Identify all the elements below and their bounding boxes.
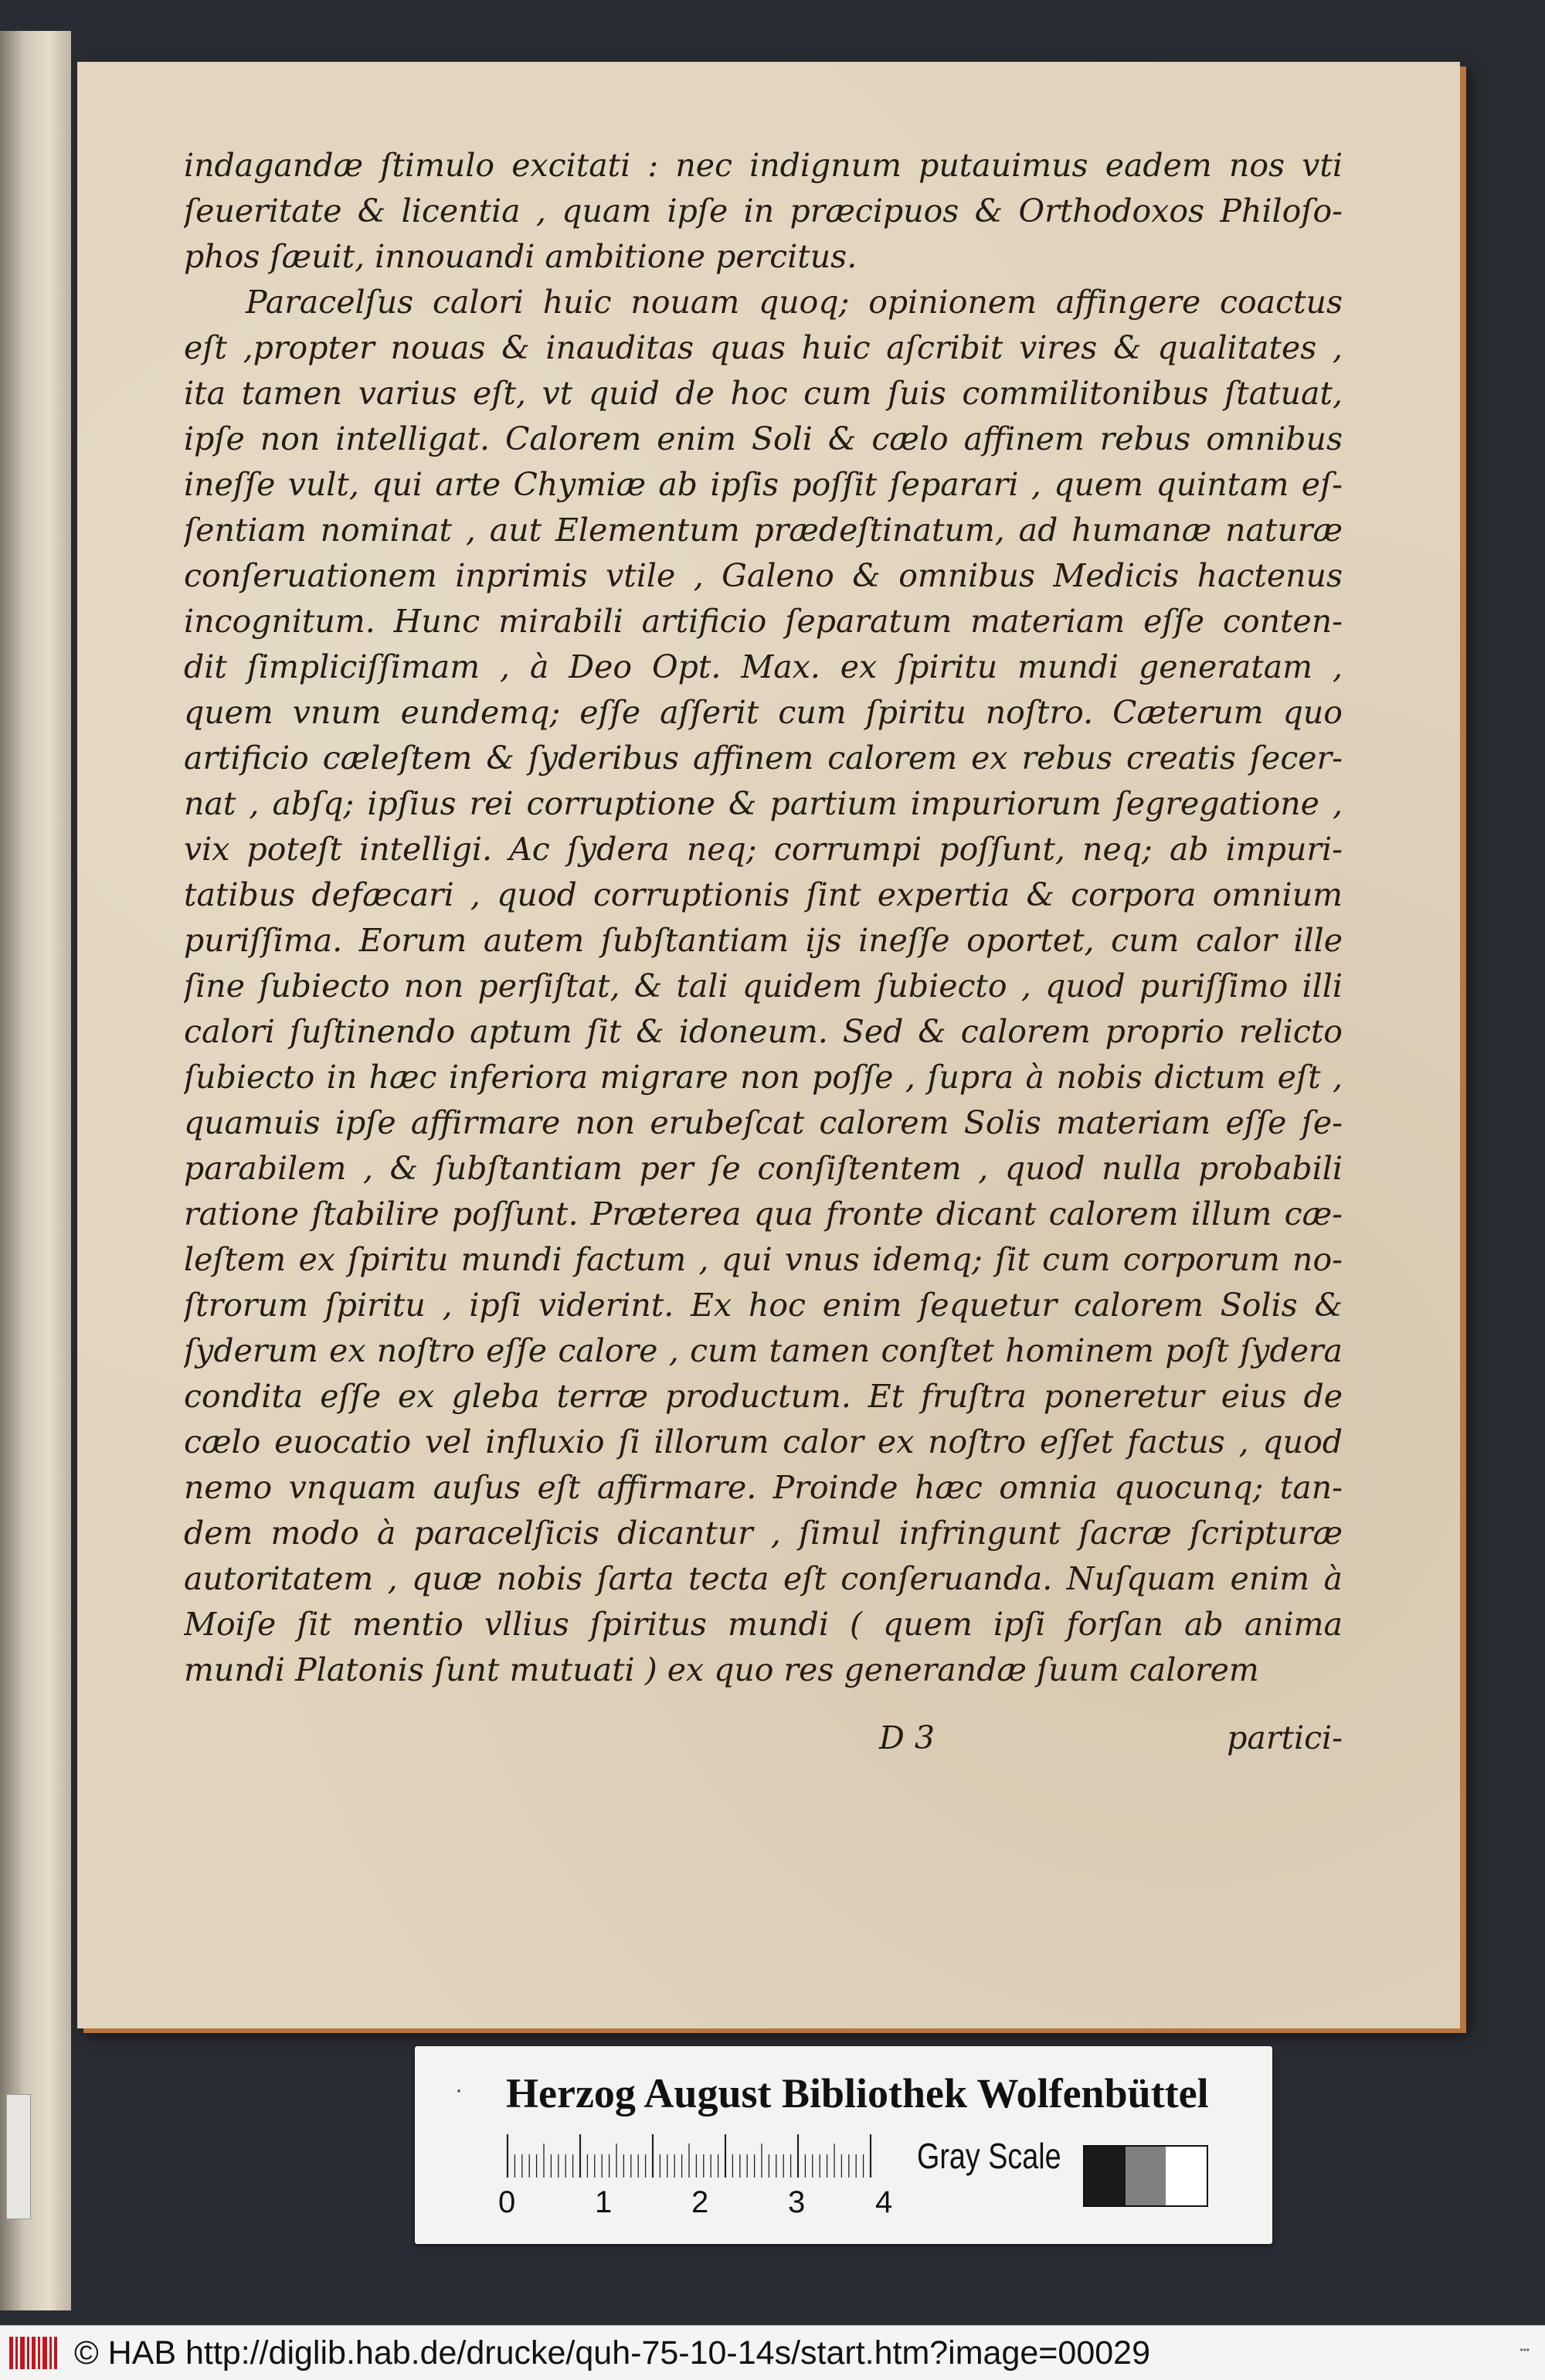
library-name: Herzog August Bibliothek Wolfenbüttel bbox=[506, 2070, 1209, 2116]
text-line: Paracelſus calori huic nouam quoq; opinionem affingere coactus bbox=[246, 284, 1343, 321]
text-line: quem vnum eundemq; eſſe aſſerit cum ſpiritu noſtro. Cæterum quo bbox=[184, 694, 1343, 731]
ruler-number-0: 0 bbox=[498, 2185, 516, 2219]
text-line: Moiſe ſit mentio vllius ſpiritus mundi ( quem ipſi forſan ab anima bbox=[184, 1606, 1343, 1643]
text-line: vix poteſt intelligi. Ac ſydera neq; corrumpi poſſunt, neq; ab impuri- bbox=[184, 831, 1343, 868]
signature-mark: D 3 bbox=[879, 1719, 935, 1756]
text-line: autoritatem , quæ nobis ſarta tecta eſt conſeruanda. Nuſquam enim à bbox=[184, 1560, 1343, 1597]
text-line: phos ſæuit, innouandi ambitione percitus. bbox=[184, 238, 857, 275]
card-dot: · bbox=[455, 2077, 463, 2103]
text-line: ratione ſtabilire poſſunt. Præterea qua fronte dicant calorem illum cæ- bbox=[184, 1195, 1343, 1232]
catchword: partici- bbox=[1227, 1719, 1343, 1756]
text-line: conſeruationem inprimis vtile , Galeno & omnibus Medicis hactenus bbox=[184, 557, 1343, 594]
text-line: dit ſimpliciſſimam , à Deo Opt. Max. ex ſpiritu mundi generatam , bbox=[184, 648, 1343, 685]
text-line: nemo vnquam auſus eſt affirmare. Proinde hæc omnia quocunq; tan- bbox=[184, 1469, 1343, 1506]
text-line: ſubiecto in hæc inferiora migrare non poſſe , ſupra à nobis dictum eſt , bbox=[184, 1059, 1343, 1096]
text-line: ita tamen varius eſt, vt quid de hoc cum ſuis commilitonibus ſtatuat, bbox=[184, 375, 1343, 412]
text-line: ſentiam nominat , aut Elementum prædeſtinatum, ad humanæ naturæ bbox=[184, 512, 1343, 549]
text-line: cælo euocatio vel influxio ſi illorum calor ex noſtro eſſet factus , quod bbox=[184, 1423, 1343, 1460]
text-line: calori ſuſtinendo aptum ſit & idoneum. Sed & calorem proprio relicto bbox=[184, 1013, 1343, 1050]
page-footer bbox=[184, 1719, 1343, 1766]
left-page-tab bbox=[6, 2094, 31, 2219]
text-line: quamuis ipſe affirmare non erubeſcat calorem Solis materiam eſſe ſe- bbox=[184, 1104, 1343, 1141]
text-line: condita eſſe ex gleba terræ productum. Et fruſtra poneretur eius de bbox=[184, 1378, 1343, 1415]
text-line: ineſſe vult, qui arte Chymiæ ab ipſis poſſit ſeparari , quem quintam eſ- bbox=[184, 466, 1343, 503]
gray-scale-swatches bbox=[1083, 2145, 1208, 2207]
text-line: ipſe non intelligat. Calorem enim Soli & cælo affinem rebus omnibus bbox=[184, 420, 1343, 457]
book-page bbox=[77, 62, 1460, 2028]
text-line: dem modo à paracelſicis dicantur , ſimul infringunt ſacræ ſcripturæ bbox=[184, 1515, 1343, 1552]
gray-scale-label: Gray Scale bbox=[917, 2136, 1061, 2176]
ruler-number-1: 1 bbox=[595, 2185, 613, 2219]
text-line: artificio cæleſtem & ſyderibus affinem calorem ex rebus creatis ſecer- bbox=[184, 740, 1343, 777]
left-page-edge bbox=[0, 31, 71, 2310]
text-line: ſeueritate & licentia , quam ipſe in præcipuos & Orthodoxos Philoſo- bbox=[184, 192, 1343, 230]
text-line: eſt ,propter nouas & inauditas quas huic aſcribit vires & qualitates , bbox=[184, 329, 1343, 366]
text-line: ſtrorum ſpiritu , ipſi viderint. Ex hoc enim ſequetur calorem Solis & bbox=[184, 1287, 1343, 1324]
text-line: indagandæ ſtimulo excitati : nec indignum putauimus eadem nos vti bbox=[184, 147, 1343, 184]
text-line: leſtem ex ſpiritu mundi factum , qui vnus idemq; ſit cum corporum no- bbox=[184, 1241, 1343, 1278]
status-url-text: © HAB http://diglib.hab.de/drucke/quh-75-10-14s/start.htm?image=00029 bbox=[74, 2334, 1150, 2372]
text-line: ſyderum ex noſtro eſſe calore , cum tamen conſtet hominem poſt ſydera bbox=[184, 1332, 1343, 1369]
ruler-number-4: 4 bbox=[875, 2185, 893, 2219]
barcode-icon bbox=[6, 2332, 60, 2374]
text-line: mundi Platonis ſunt mutuati ) ex quo res generandæ ſuum calorem bbox=[184, 1651, 1259, 1688]
gray-swatch-mid bbox=[1126, 2147, 1166, 2205]
color-calibration-card bbox=[415, 2046, 1272, 2244]
text-line: nat , abſq; ipſius rei corruptione & partium impuriorum ſegregatione , bbox=[184, 785, 1343, 822]
text-line: incognitum. Hunc mirabili artificio ſeparatum materiam eſſe conten- bbox=[184, 603, 1343, 640]
text-line: tatibus defæcari , quod corruptionis ſint expertia & corpora omnium bbox=[184, 876, 1343, 913]
gray-swatch-dark bbox=[1085, 2147, 1126, 2205]
ruler-number-3: 3 bbox=[788, 2185, 806, 2219]
ruler-number-2: 2 bbox=[691, 2185, 709, 2219]
status-dots: ••• bbox=[1520, 2344, 1530, 2355]
text-line: parabilem , & ſubſtantiam per ſe conſiſtentem , quod nulla probabili bbox=[184, 1150, 1343, 1187]
text-line: puriſſima. Eorum autem ſubſtantiam ijs ineſſe oportet, cum calor ille bbox=[184, 922, 1343, 959]
status-bar bbox=[0, 2325, 1545, 2380]
gray-swatch-light bbox=[1166, 2147, 1207, 2205]
text-line: ſine ſubiecto non perſiſtat, & tali quidem ſubiecto , quod puriſſimo illi bbox=[184, 967, 1343, 1005]
ruler-scale bbox=[506, 2133, 877, 2178]
page-body-text bbox=[184, 143, 1343, 1693]
